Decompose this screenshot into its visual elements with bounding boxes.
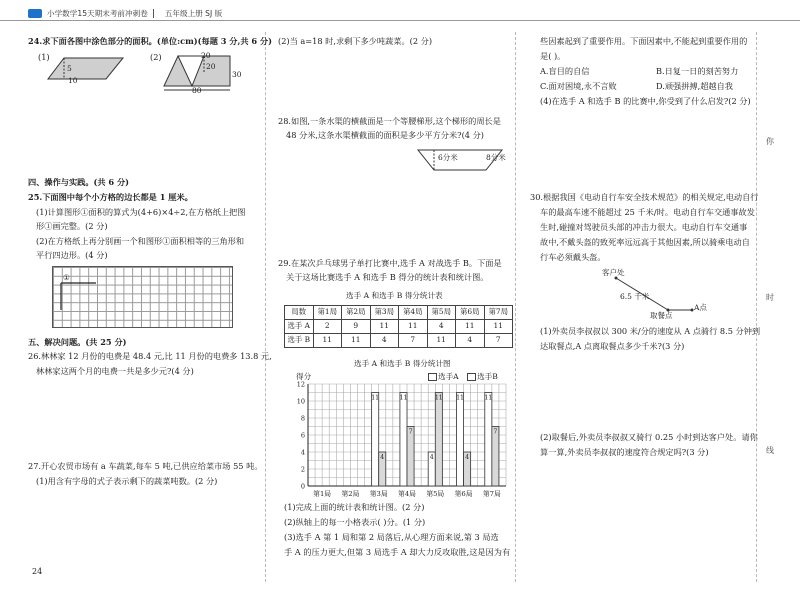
option-b[interactable]: B.日复一日的刻苦努力 — [656, 66, 739, 76]
table-header-row — [285, 306, 513, 320]
data-label: 4 — [465, 454, 470, 461]
map-pickup-label: 取餐点 — [650, 311, 673, 320]
page-number: 24 — [32, 567, 43, 576]
question-29-part3-line1: (3)选手 A 第 1 局和第 2 局落后,从心理方面来说,第 3 局选 — [284, 532, 499, 542]
table-header-cell: 第6局 — [456, 306, 485, 320]
parallelogram-figure — [46, 55, 126, 85]
header-title: 小学数学15天期末考前冲刺卷 — [47, 9, 148, 18]
table-cell: 11 — [399, 320, 428, 334]
x-tick-label: 第5局 — [426, 490, 445, 498]
x-tick-label: 第4局 — [398, 490, 416, 498]
question-29-part1: (1)完成上面的统计表和统计图。(2 分) — [284, 502, 425, 512]
table-cell: 7 — [484, 334, 513, 348]
table-cell: 9 — [342, 320, 371, 334]
bar-a — [485, 393, 492, 487]
table-cell: 11 — [313, 334, 342, 348]
data-label: 7 — [493, 428, 498, 436]
binding-char: 线 — [766, 446, 774, 455]
y-tick-label: 10 — [296, 397, 305, 406]
data-label: 11 — [484, 394, 493, 402]
question-29-part3-line2: 手 A 的压力更大,但第 3 局选手 A 却大力反攻取胜,这是因为有 — [284, 547, 511, 557]
legend-label-a: 选手A — [438, 372, 459, 381]
legend-label-b: 选手B — [477, 372, 498, 381]
question-28-line1: 28.如图,一条水渠的横截面是一个等腰梯形,这个梯形的周长是 — [278, 116, 501, 126]
label-inner-height: 20 — [206, 62, 216, 71]
table-cell: 11 — [456, 320, 485, 334]
map-a-label: A点 — [694, 303, 707, 312]
table-cell: 选手 B — [285, 334, 314, 348]
data-label: 11 — [399, 394, 408, 402]
table-cell: 4 — [427, 320, 456, 334]
canal-side-label: 8分米 — [486, 153, 506, 162]
chart-title: 选手 A 和选手 B 得分统计图 — [354, 359, 451, 368]
score-chart — [288, 378, 510, 502]
question-27-line1: 27.开心农贸市场有 a 车蔬菜,每车 5 吨,已供应给菜市场 55 吨。 — [28, 461, 263, 471]
data-label: 4 — [380, 454, 385, 461]
chart-ylabel: 得分 — [296, 372, 312, 381]
question-30-part2-line2: 算一算,外卖员李叔叔的速度符合规定吗?(3 分) — [540, 447, 709, 457]
column-divider — [515, 32, 516, 582]
question-30-line4: 故中,不戴头盔的致死率远远高于其他因素,所以骑乘电动自 — [540, 237, 750, 247]
section-5-heading: 五、解决问题。(共 25 分) — [28, 337, 127, 347]
q25-part1-line1: (1)计算图形①面积的算式为(4+6)×4÷2,在方格纸上把图 — [36, 207, 246, 217]
table-cell: 7 — [399, 334, 428, 348]
question-24: 24.求下面各图中涂色部分的面积。(单位:cm)(每题 3 分,共 6 分) — [28, 36, 272, 46]
binding-line — [756, 32, 757, 582]
fig1-number: (1) — [38, 52, 50, 62]
table-cell: 11 — [370, 320, 399, 334]
y-tick-label: 4 — [300, 448, 305, 457]
question-27-part2: (2)当 a=18 时,求剩下多少吨蔬菜。(2 分) — [278, 36, 433, 46]
question-26-line1: 26.林林家 12 月份的电费是 48.4 元,比 11 月份的电费多 13.8 元, — [28, 351, 272, 361]
grid-figure-overlay — [52, 266, 233, 328]
table-cell: 2 — [313, 320, 342, 334]
fig2-number: (2) — [150, 52, 162, 62]
header-rule — [0, 20, 800, 21]
question-28-line2: 48 分米,这条水渠横截面的面积是多少平方分米?(4 分) — [286, 130, 484, 140]
table-cell: 11 — [342, 334, 371, 348]
x-tick-label: 第1局 — [313, 490, 332, 498]
y-tick-label: 0 — [300, 482, 305, 491]
canal-depth-label: 6分米 — [438, 153, 458, 162]
table-title: 选手 A 和选手 B 得分统计表 — [346, 291, 443, 300]
q29-cont-line1: 些因素起到了重要作用。下面因素中,不能起到重要作用的 — [540, 36, 748, 46]
x-tick-label: 第6局 — [454, 490, 473, 498]
table-header-cell: 第2局 — [342, 306, 371, 320]
table-row — [285, 334, 513, 348]
data-label: 7 — [408, 428, 413, 436]
bar-a — [372, 393, 379, 487]
table-header-cell: 第5局 — [427, 306, 456, 320]
map-distance-label: 6.5 千米 — [620, 292, 650, 301]
y-tick-label: 6 — [300, 431, 305, 440]
option-a[interactable]: A.盲目的自信 — [540, 66, 590, 76]
table-header-cell: 第3局 — [370, 306, 399, 320]
table-row — [285, 320, 513, 334]
binding-char: 你 — [766, 137, 774, 146]
question-30-part1-line1: (1)外卖员李叔叔以 300 米/分的速度从 A 点骑行 8.5 分钟到 — [540, 326, 761, 336]
label-bottom: 80 — [192, 86, 202, 95]
figure-1-label: ① — [63, 273, 70, 282]
label-side: 30 — [232, 70, 242, 79]
x-tick-label: 第7局 — [482, 490, 501, 498]
question-30-line3: 生时,碰撞对驾驶员头部的冲击力很大。电动自行车交通事 — [540, 222, 748, 232]
question-29-line1: 29.在某次乒乓球男子单打比赛中,选手 A 对战选手 B。下面是 — [278, 258, 502, 268]
brand-logo-icon — [28, 9, 42, 18]
option-d[interactable]: D.顽强拼搏,超越自我 — [656, 81, 733, 91]
option-c[interactable]: C.面对困境,永不言败 — [540, 81, 617, 91]
question-30-line2: 车的最高车速不能超过 25 千米/时。电动自行车交通事故发 — [540, 207, 755, 217]
x-tick-label: 第2局 — [341, 490, 360, 498]
table-header-cell: 第7局 — [484, 306, 513, 320]
table-header-cell: 局数 — [285, 306, 314, 320]
question-30-line1: 30.根据我国《电动自行车安全技术规范》的相关规定,电动自行 — [530, 192, 759, 202]
header-edition: 五年级上册 SJ 版 — [164, 9, 223, 18]
label-height: 5 — [67, 64, 72, 73]
question-29-part4: (4)在选手 A 和选手 B 的比赛中,你受到了什么启发?(2 分) — [540, 96, 751, 106]
y-tick-label: 2 — [300, 465, 305, 474]
section-4-heading: 四、操作与实践。(共 6 分) — [28, 177, 130, 187]
table-cell: 4 — [456, 334, 485, 348]
question-30-part1-line2: 达取餐点,A 点离取餐点多少千米?(3 分) — [540, 341, 685, 351]
q29-cont-line2: 是( )。 — [540, 51, 566, 61]
question-27-part1: (1)用含有字母的式子表示剩下的蔬菜吨数。(2 分) — [36, 476, 218, 486]
question-30-line5: 行车必须戴头盔。 — [540, 252, 606, 262]
label-base: 10 — [68, 76, 78, 85]
q25-part2-line2: 平行四边形。(4 分) — [36, 250, 108, 260]
column-divider — [265, 32, 266, 582]
data-label: 11 — [434, 394, 443, 402]
table-header-cell: 第1局 — [313, 306, 342, 320]
table-cell: 选手 A — [285, 320, 314, 334]
y-tick-label: 12 — [296, 380, 305, 389]
q25-part2-line1: (2)在方格纸上再分别画一个和图形①面积相等的三角形和 — [36, 236, 245, 246]
question-29-line2: 关于这场比赛选手 A 和选手 B 得分的统计表和统计图。 — [286, 272, 489, 282]
data-label: 4 — [429, 454, 434, 461]
question-26-line2: 林林家这两个月的电费一共是多少元?(4 分) — [36, 366, 194, 376]
bar-a — [400, 393, 407, 487]
y-tick-label: 8 — [300, 414, 305, 423]
x-tick-label: 第3局 — [369, 490, 388, 498]
binding-char: 时 — [766, 293, 774, 302]
table-cell: 11 — [427, 334, 456, 348]
question-25: 25.下面图中每个小方格的边长都是 1 厘米。 — [28, 192, 193, 202]
data-label: 11 — [456, 394, 464, 402]
bar-b — [435, 393, 442, 487]
data-label: 11 — [371, 394, 380, 402]
table-cell: 4 — [370, 334, 399, 348]
map-customer-label: 客户处 — [602, 268, 625, 277]
question-30-part2-line1: (2)取餐后,外卖员李叔叔又骑行 0.25 小时到达客户处。请你 — [540, 432, 758, 442]
page-header — [28, 8, 222, 19]
parallelogram-shape — [48, 58, 123, 79]
table-header-cell: 第4局 — [399, 306, 428, 320]
label-top: 20 — [201, 51, 211, 60]
bar-a — [457, 393, 464, 487]
header-divider — [153, 9, 154, 18]
table-cell: 11 — [484, 320, 513, 334]
score-table — [284, 305, 513, 348]
q25-part1-line2: 形①画完整。(2 分) — [36, 221, 108, 231]
question-29-part2: (2)纵轴上的每一小格表示( )分。(1 分) — [284, 517, 426, 527]
